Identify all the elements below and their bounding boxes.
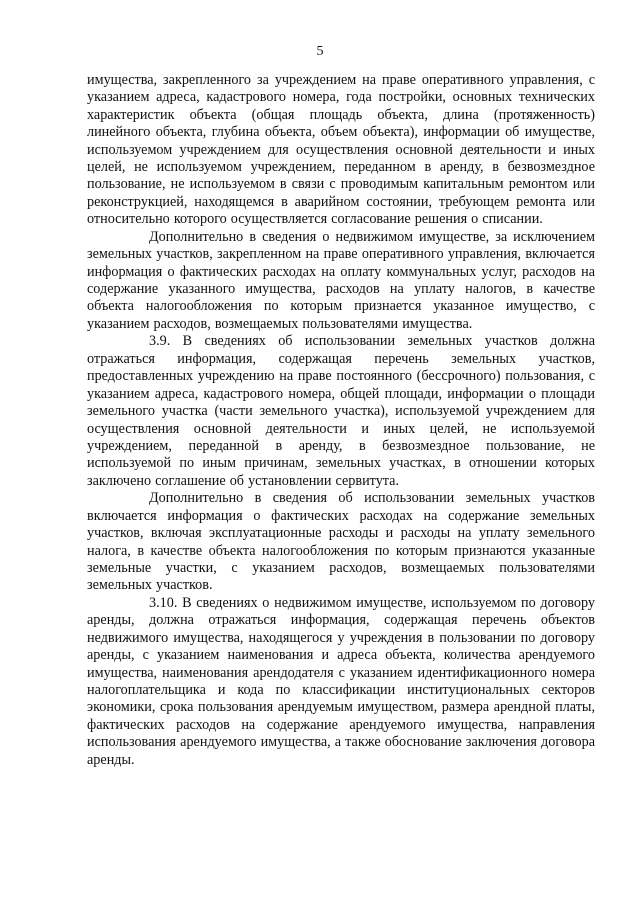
page-number: 5 [316,44,324,59]
paragraph-land-expenses: Дополнительно в сведения об использовании земельных участков включается информация о фактических расходах на содержание земельных участков, включая эксплуатационные расходы и расходы на уплату земельного налога, в качестве объекта налогообложения по которым признаются указанные земельные участки, с указанием расходов, возмещаемых пользователями земельных участков. [87,490,595,594]
body-text [87,72,595,769]
paragraph-property-continuation: имущества, закрепленного за учреждением на праве оперативного управления, с указанием адреса, кадастрового номера, года постройки, основных технических характеристик объекта (общая площадь объекта, длина (протяженность) линейного объекта, глубина объекта, объем объекта), информации об имуществе, используемом учреждением для осуществления основной деятельности и иных целей, не используемом учреждением, переданном в аренду, в безвозмездное пользование, не используемом в связи с проводимым капитальным ремонтом или реконструкцией, находящемся в аварийном состоянии, требующем ремонта или относительно которого осуществляется согласование решения о списании. [87,72,595,228]
paragraph-3-9-land-plots: 3.9. В сведениях об использовании земельных участков должна отражаться информация, содержащая перечень земельных участков, предоставленных учреждению на праве постоянного (бессрочного) пользования, с указанием адреса, кадастрового номера, общей площади, информации о площади земельного участка (части земельного участка), используемой учреждением для осуществления основной деятельности и иных целей, не используемой учреждением, переданной в аренду, в безвозмездное пользование, не используемой по иным причинам, земельных участках, в отношении которых заключено соглашение об установлении сервитута. [87,333,595,489]
paragraph-utility-expenses: Дополнительно в сведения о недвижимом имуществе, за исключением земельных участков, закрепленном на праве оперативного управления, включается информация о фактических расходах на оплату коммунальных услуг, расходов на содержание указанного имущества, расходов на уплату налогов, в качестве объекта налогообложения по которым признается указанное имущество, с указанием расходов, возмещаемых пользователями имущества. [87,228,595,332]
paragraph-3-10-leased-property: 3.10. В сведениях о недвижимом имуществе, используемом по договору аренды, должна отражаться информация, содержащая перечень объектов недвижимого имущества, находящегося у учреждения в пользовании по договору аренды, с указанием наименования и адреса объекта, количества арендуемого имущества, наименования арендодателя с указанием идентификационного номера налогоплательщика и кода по классификации институциональных секторов экономики, срока пользования арендуемым имуществом, размера арендной платы, фактических расходов на содержание арендуемого имущества, направления использования арендуемого имущества, а также обоснование заключения договора аренды. [87,594,595,768]
